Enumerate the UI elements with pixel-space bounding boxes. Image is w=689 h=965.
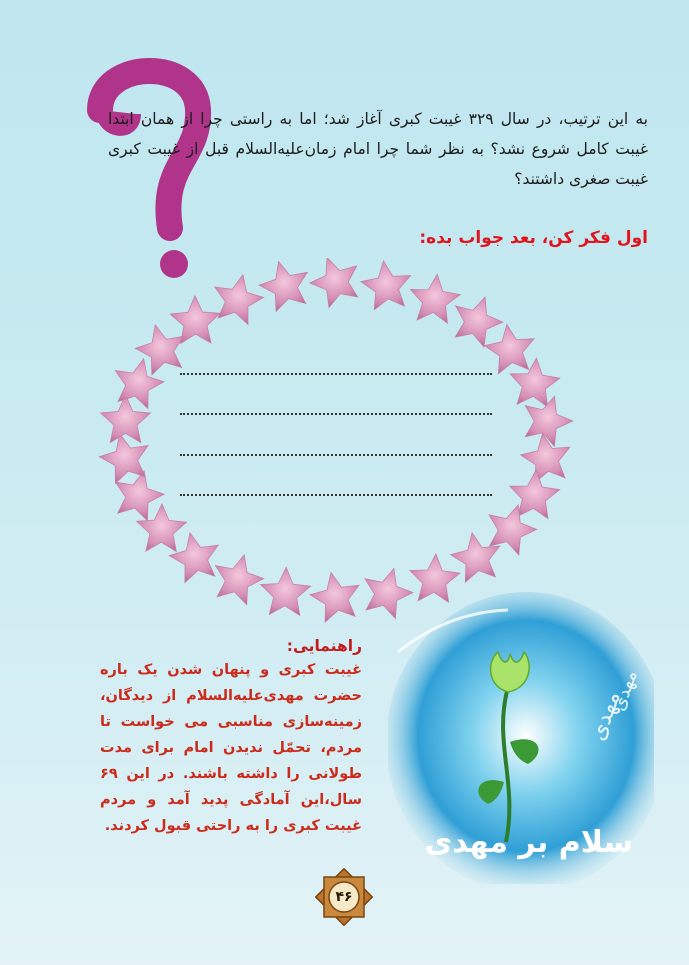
- hint-title: راهنمایی:: [286, 637, 362, 655]
- answer-line[interactable]: [180, 494, 492, 496]
- star-icon: [208, 548, 269, 607]
- svg-text:مهدی: مهدی: [585, 687, 626, 745]
- flower-calligraphy-artwork: [388, 592, 654, 884]
- star-icon: [95, 428, 154, 486]
- answer-line[interactable]: [180, 413, 492, 415]
- star-icon: [260, 567, 312, 616]
- star-icon: [304, 258, 367, 311]
- calligraphy-text: سلام بر مهدی: [424, 825, 633, 860]
- hint-body: غیبت کبری و پنهان شدن یک باره حضرت مهدی‌علیه‌السلام از دیدگان، زمینه‌سازی مناسبی می خواست تا مردم، تحمّل ندیدن امام برای مدت طولانی را داشته باشند. در این ۶۹ سال،این آمادگی پدید آمد و مردم غیبت کبری را به راحتی قبول کردند.: [100, 662, 362, 834]
- star-icon: [166, 528, 225, 585]
- think-prompt: اول فکر کن، بعد جواب بده:: [419, 228, 648, 248]
- star-icon: [306, 568, 364, 623]
- answer-line[interactable]: [180, 373, 492, 375]
- svg-text:مهدی: مهدی: [607, 667, 642, 714]
- star-icon: [407, 272, 462, 325]
- page-number: ۴۶: [335, 889, 353, 905]
- star-icon: [482, 321, 538, 375]
- star-ring-frame: [86, 258, 586, 623]
- star-icon: [359, 258, 414, 311]
- star-icon: [518, 429, 575, 484]
- answer-line[interactable]: [180, 454, 492, 456]
- star-icon: [209, 269, 268, 326]
- question-text: به این ترتیب، در سال ۳۲۹ غیبت کبری آغاز شد؛ اما به راستی چرا از همان ابتدا غیبت کامل شروع نشد؟ به نظر شما چرا امام زمان‌علیه‌السلام قبل از غیبت کبری غیبت صغری داشتند؟: [108, 110, 648, 188]
- star-icon: [170, 295, 221, 343]
- star-icon: [254, 258, 315, 314]
